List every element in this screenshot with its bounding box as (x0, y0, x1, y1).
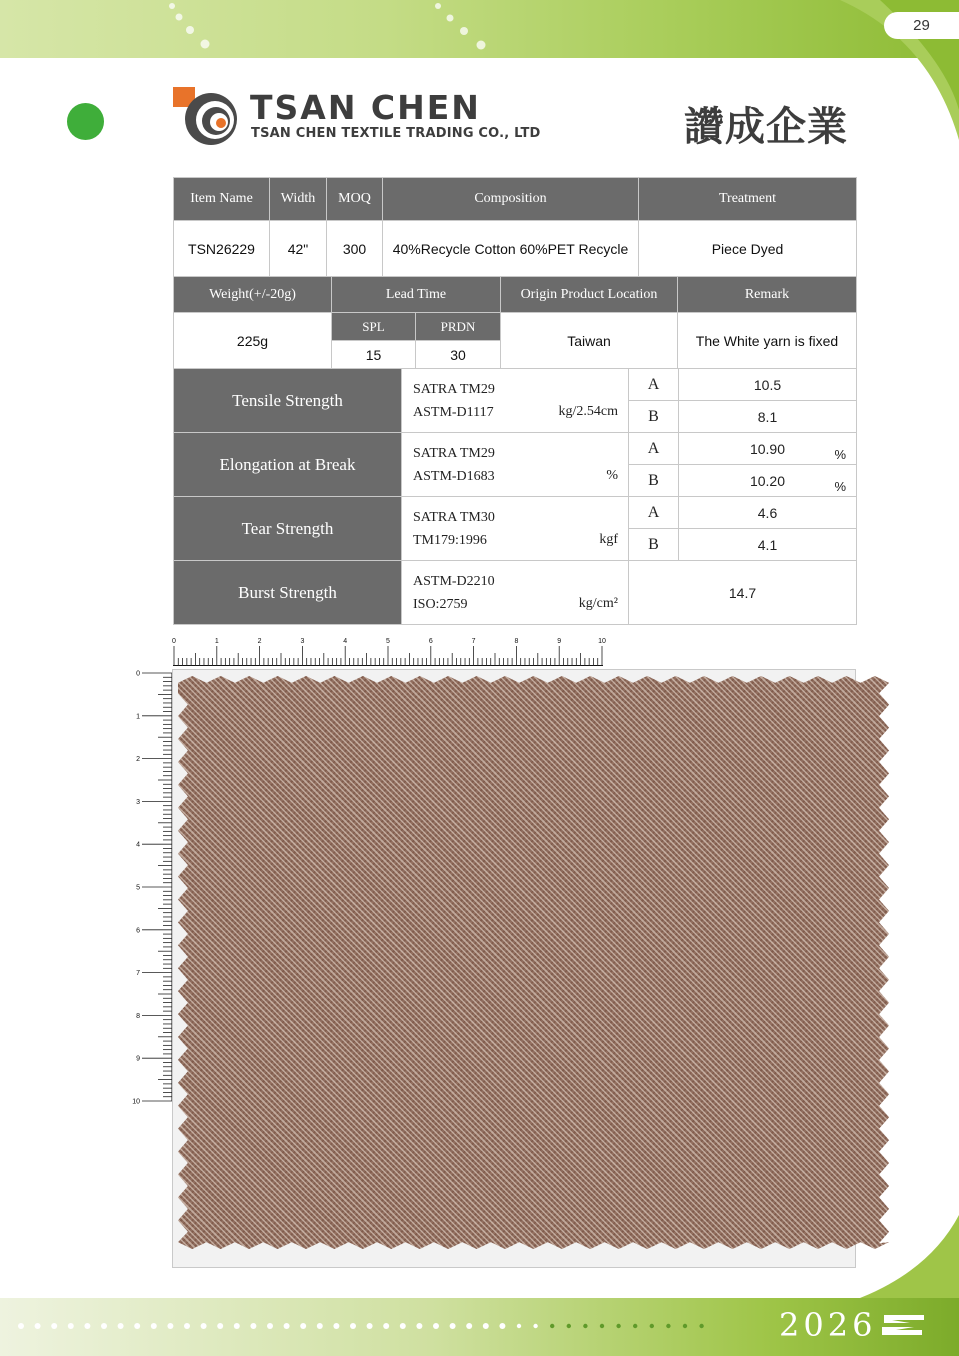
ruler-label: 10 (132, 1098, 140, 1106)
footer-dot (699, 1324, 703, 1328)
footer-dot (383, 1323, 389, 1329)
tensile-method-1: SATRA TM29 (413, 381, 495, 397)
remark-value: The White yarn is fixed (678, 313, 857, 369)
footer-dot (317, 1323, 323, 1329)
footer-dot (84, 1323, 90, 1329)
tear-a-value: 4.6 (679, 497, 857, 529)
prdn-value: 30 (416, 341, 501, 369)
footer-dot (18, 1323, 24, 1329)
tear-b-value: 4.1 (679, 529, 857, 561)
header-spl: SPL (332, 313, 416, 341)
ruler-label: 2 (257, 638, 262, 645)
weight-value: 225g (174, 313, 332, 369)
burst-unit: kg/cm² (578, 596, 618, 611)
elongation-method (402, 433, 629, 497)
ruler-label: 2 (136, 756, 140, 764)
ruler-label: 9 (136, 1055, 140, 1063)
green-dot-decor (67, 103, 104, 140)
burst-method-1: ASTM-D2210 (413, 573, 495, 589)
footer-dot (517, 1324, 521, 1328)
company-subtitle: TSAN CHEN TEXTILE TRADING CO., LTD (251, 126, 541, 141)
ruler-label: 6 (428, 638, 433, 645)
elongation-label: Elongation at Break (174, 433, 402, 497)
footer-dot (683, 1324, 687, 1328)
footer-dot (567, 1324, 571, 1328)
ruler-label: 1 (214, 638, 219, 645)
footer-dot (499, 1323, 505, 1329)
elongation-b-pct: % (834, 479, 846, 494)
item-spec-table (173, 177, 857, 277)
page-number: 29 (884, 12, 959, 39)
ruler-label: 3 (300, 638, 305, 645)
ruler-label: 4 (343, 638, 348, 645)
tear-method (402, 497, 629, 561)
header-composition: Composition (383, 178, 639, 221)
tear-method-1: SATRA TM30 (413, 509, 495, 525)
footer-dot (267, 1323, 273, 1329)
burst-method (402, 561, 629, 625)
ruler-label: 8 (136, 1012, 140, 1020)
footer-dot (433, 1323, 439, 1329)
header-prdn: PRDN (416, 313, 501, 341)
footer-dot (350, 1323, 356, 1329)
ruler-label: 5 (386, 638, 390, 645)
header-treatment: Treatment (639, 178, 857, 221)
top-ruler (173, 636, 605, 666)
composition-value: 40%Recycle Cotton 60%PET Recycle (383, 221, 639, 277)
footer-dot (250, 1323, 256, 1329)
ruler-label: 4 (136, 841, 140, 849)
footer-dot (217, 1323, 223, 1329)
elongation-method-2: ASTM-D1683 (413, 468, 495, 484)
header-width: Width (270, 178, 327, 221)
footer-dot (35, 1323, 41, 1329)
footer-dots-decor (16, 1321, 716, 1331)
ruler-label: 5 (136, 884, 140, 892)
footer-dot (118, 1323, 124, 1329)
moq-value: 300 (327, 221, 383, 277)
elongation-method-1: SATRA TM29 (413, 445, 495, 461)
footer-dot (151, 1323, 157, 1329)
header-moq: MOQ (327, 178, 383, 221)
tensile-strength-label: Tensile Strength (174, 369, 402, 433)
elongation-b-value: 10.20 (749, 472, 786, 489)
elongation-b-label: B (629, 465, 679, 497)
footer-dot (533, 1324, 537, 1328)
header-lead-time: Lead Time (332, 277, 501, 313)
fabric-swatch-image (178, 676, 889, 1249)
header-origin: Origin Product Location (501, 277, 678, 313)
footer-dot (167, 1323, 173, 1329)
footer-dot (400, 1323, 406, 1329)
footer-dot (616, 1324, 620, 1328)
ruler-label: 1 (136, 713, 140, 721)
treatment-value: Piece Dyed (639, 221, 857, 277)
elongation-a-value: 10.90 (749, 440, 786, 457)
company-logo-icon (173, 87, 238, 147)
ruler-label: 6 (136, 927, 140, 935)
header-weight: Weight(+/-20g) (174, 277, 332, 313)
left-ruler (130, 668, 174, 1104)
tear-unit: kgf (599, 532, 618, 547)
footer-dot (134, 1323, 140, 1329)
ruler-label: 10 (598, 638, 606, 645)
header-remark: Remark (678, 277, 857, 313)
ruler-label: 8 (514, 638, 519, 645)
ruler-label: 3 (136, 798, 140, 806)
ruler-label: 9 (557, 638, 562, 645)
tensile-a-label: A (629, 369, 679, 401)
elongation-unit: % (606, 468, 618, 483)
ruler-label: 7 (136, 970, 140, 978)
footer-dot (416, 1323, 422, 1329)
burst-value: 14.7 (629, 561, 857, 625)
footer-dot (201, 1323, 207, 1329)
burst-strength-label: Burst Strength (174, 561, 402, 625)
tear-a-label: A (629, 497, 679, 529)
ruler-label: 0 (172, 638, 176, 645)
tensile-b-label: B (629, 401, 679, 433)
tear-method-2: TM179:1996 (413, 532, 487, 548)
footer-dot (367, 1323, 373, 1329)
origin-value: Taiwan (501, 313, 678, 369)
tear-b-label: B (629, 529, 679, 561)
footer-dot (333, 1323, 339, 1329)
ruler-label: 7 (471, 638, 476, 645)
tear-strength-label: Tear Strength (174, 497, 402, 561)
item-name-value: TSN26229 (174, 221, 270, 277)
tensile-method (402, 369, 629, 433)
footer-dot (650, 1324, 654, 1328)
tensile-b-value: 8.1 (679, 401, 857, 433)
footer-dot (450, 1323, 456, 1329)
footer-dot (583, 1324, 587, 1328)
footer-dot (101, 1323, 107, 1329)
header-item-name: Item Name (174, 178, 270, 221)
test-results-table (173, 368, 857, 625)
footer-dot (184, 1323, 190, 1329)
footer-dot (466, 1323, 472, 1329)
top-dots-decor (150, 0, 510, 58)
elongation-b-cell (679, 465, 857, 497)
footer-dot (284, 1323, 290, 1329)
elongation-a-cell (679, 433, 857, 465)
elongation-a-pct: % (834, 447, 846, 462)
footer-dot (234, 1323, 240, 1329)
burst-method-2: ISO:2759 (413, 596, 468, 612)
footer-dot (666, 1324, 670, 1328)
footer-dot (68, 1323, 74, 1329)
footer-dot (300, 1323, 306, 1329)
ruler-label: 0 (136, 670, 140, 678)
footer-dot (483, 1323, 489, 1329)
tensile-a-value: 10.5 (679, 369, 857, 401)
tensile-unit: kg/2.54cm (558, 404, 618, 419)
company-chinese-name: 讚成企業 (684, 104, 848, 150)
spl-value: 15 (332, 341, 416, 369)
width-value: 42" (270, 221, 327, 277)
elongation-a-label: A (629, 433, 679, 465)
footer-dot (600, 1324, 604, 1328)
footer-dot (633, 1324, 637, 1328)
footer-dot (550, 1324, 554, 1328)
tensile-method-2: ASTM-D1117 (413, 404, 494, 420)
footer-dot (51, 1323, 57, 1329)
footer-year: 2026 (779, 1306, 877, 1344)
season-mark-icon (880, 1313, 926, 1337)
company-name: TSAN CHEN (250, 88, 481, 127)
weight-lead-table (173, 276, 857, 369)
